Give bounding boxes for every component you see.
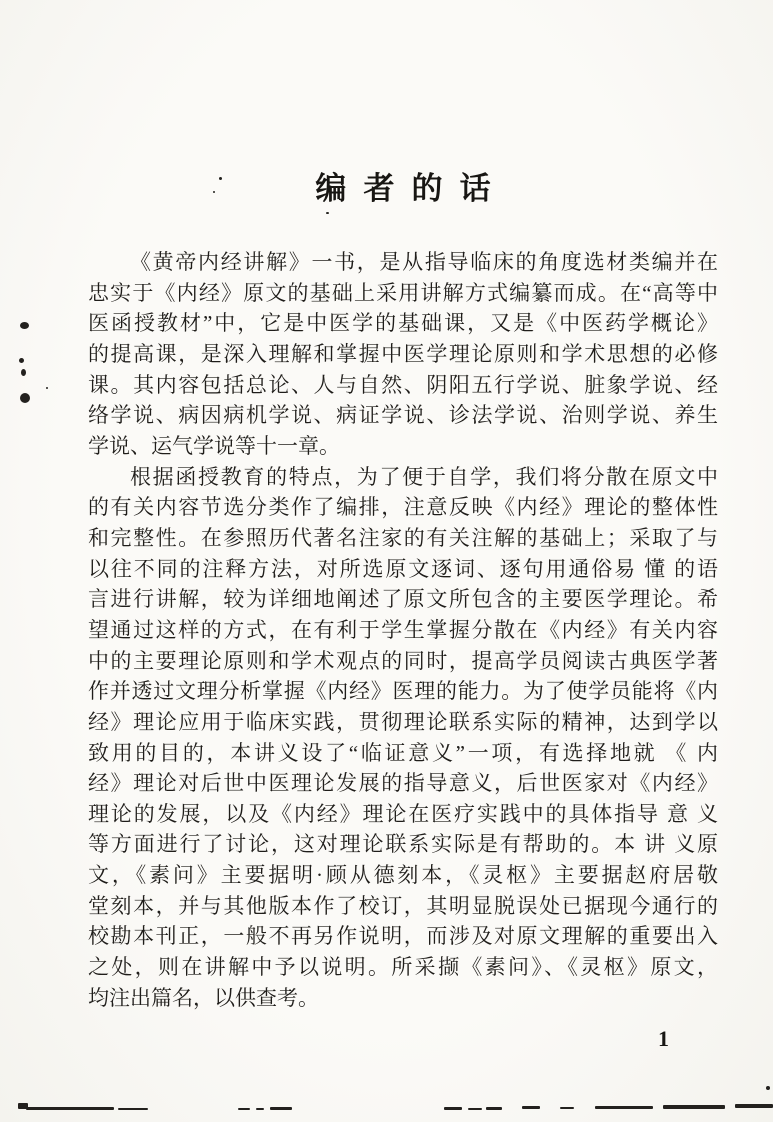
scan-edge-artifact [486,1107,502,1110]
scan-edge-artifact [468,1108,482,1110]
scan-edge-artifact [663,1105,725,1109]
body-line: 校勘本刊正，一般不再另作说明，而涉及对原文理解的重要出入 [88,924,718,949]
body-line: 理论的发展，以及《内经》理论在医疗实践中的具体指导 意 义 [88,801,718,826]
body-line: 的提高课，是深入理解和掌握中医学理论原则和学术思想的必修 [88,341,718,366]
ink-speck [219,177,222,180]
page-title: 编者的话 [315,171,508,206]
body-line: 经》理论对后世中医理论发展的指导意义，后世医家对《内经》 [88,771,718,796]
ink-speck [19,358,24,363]
body-line: 望通过这样的方式，在有利于学生掌握分散在《内经》有关内容 [88,617,718,642]
body-line: 文，《素问》主要据明·顾从德刻本，《灵枢》主要据赵府居敬 [88,863,718,888]
ink-speck [766,1086,770,1090]
body-line: 中的主要理论原则和学术观点的同时，提高学员阅读古典医学著 [88,648,718,673]
scan-edge-artifact [595,1106,653,1109]
ink-speck [21,369,26,376]
scan-edge-artifact [560,1107,574,1109]
body-line: 致用的目的，本讲义设了“临证意义”一项，有选择地就 《 内 [88,740,718,765]
ink-speck [326,212,329,214]
scan-edge-artifact [735,1104,773,1108]
ink-speck [20,322,29,329]
scan-edge-artifact [256,1108,264,1110]
body-line: 言进行讲解，较为详细地阐述了原文所包含的主要医学理论。希 [88,587,718,612]
body-line: 经》理论应用于临床实践，贯彻理论联系实际的精神，达到学以 [88,709,718,734]
body-line: 学说、运气学说等十一章。 [88,433,340,458]
body-line: 络学说、病因病机学说、病证学说、诊法学说、治则学说、养生 [88,403,718,428]
body-line: 均注出篇名，以供查考。 [88,985,319,1010]
body-line: 之处，则在讲解中予以说明。所采撷《素问》、《灵枢》原文， [88,955,718,980]
page-number: 1 [658,1026,669,1051]
scan-edge-artifact [118,1108,148,1110]
body-line: 的有关内容节选分类作了编排，注意反映《内经》理论的整体性 [88,495,718,520]
scan-edge-artifact [522,1106,540,1109]
body-line: 医函授教材”中，它是中医学的基础课，又是《中医药学概论》 [88,311,718,336]
body-line: 堂刻本，并与其他版本作了校订，其明显脱误处已据现今通行的 [88,893,718,918]
scan-edge-artifact [270,1107,292,1110]
body-line: 和完整性。在参照历代著名注家的有关注解的基础上；采取了与 [88,525,718,550]
body-line: 《黄帝内经讲解》一书，是从指导临床的角度选材类编并在 [130,250,718,274]
body-line: 根据函授教育的特点，为了便于自学，我们将分散在原文中 [130,464,718,489]
scan-edge-artifact [26,1107,114,1110]
ink-speck [213,191,215,193]
ink-speck [20,393,30,403]
preface-body [88,247,718,1013]
body-line: 等方面进行了讨论，这对理论联系实际是有帮助的。本 讲 义原 [88,832,718,857]
scan-edge-artifact [238,1108,250,1110]
body-line: 忠实于《内经》原文的基础上采用讲解方式编纂而成。在“高等中 [88,280,718,305]
scan-edge-artifact [444,1107,462,1110]
ink-speck [46,387,48,389]
body-line: 作并透过文理分析掌握《内经》医理的能力。为了使学员能将《内 [88,679,718,704]
body-line: 课。其内容包括总论、人与自然、阴阳五行学说、脏象学说、经 [88,372,718,397]
body-line: 以往不同的注释方法，对所选原文逐词、逐句用通俗易 懂 的语 [88,556,718,581]
